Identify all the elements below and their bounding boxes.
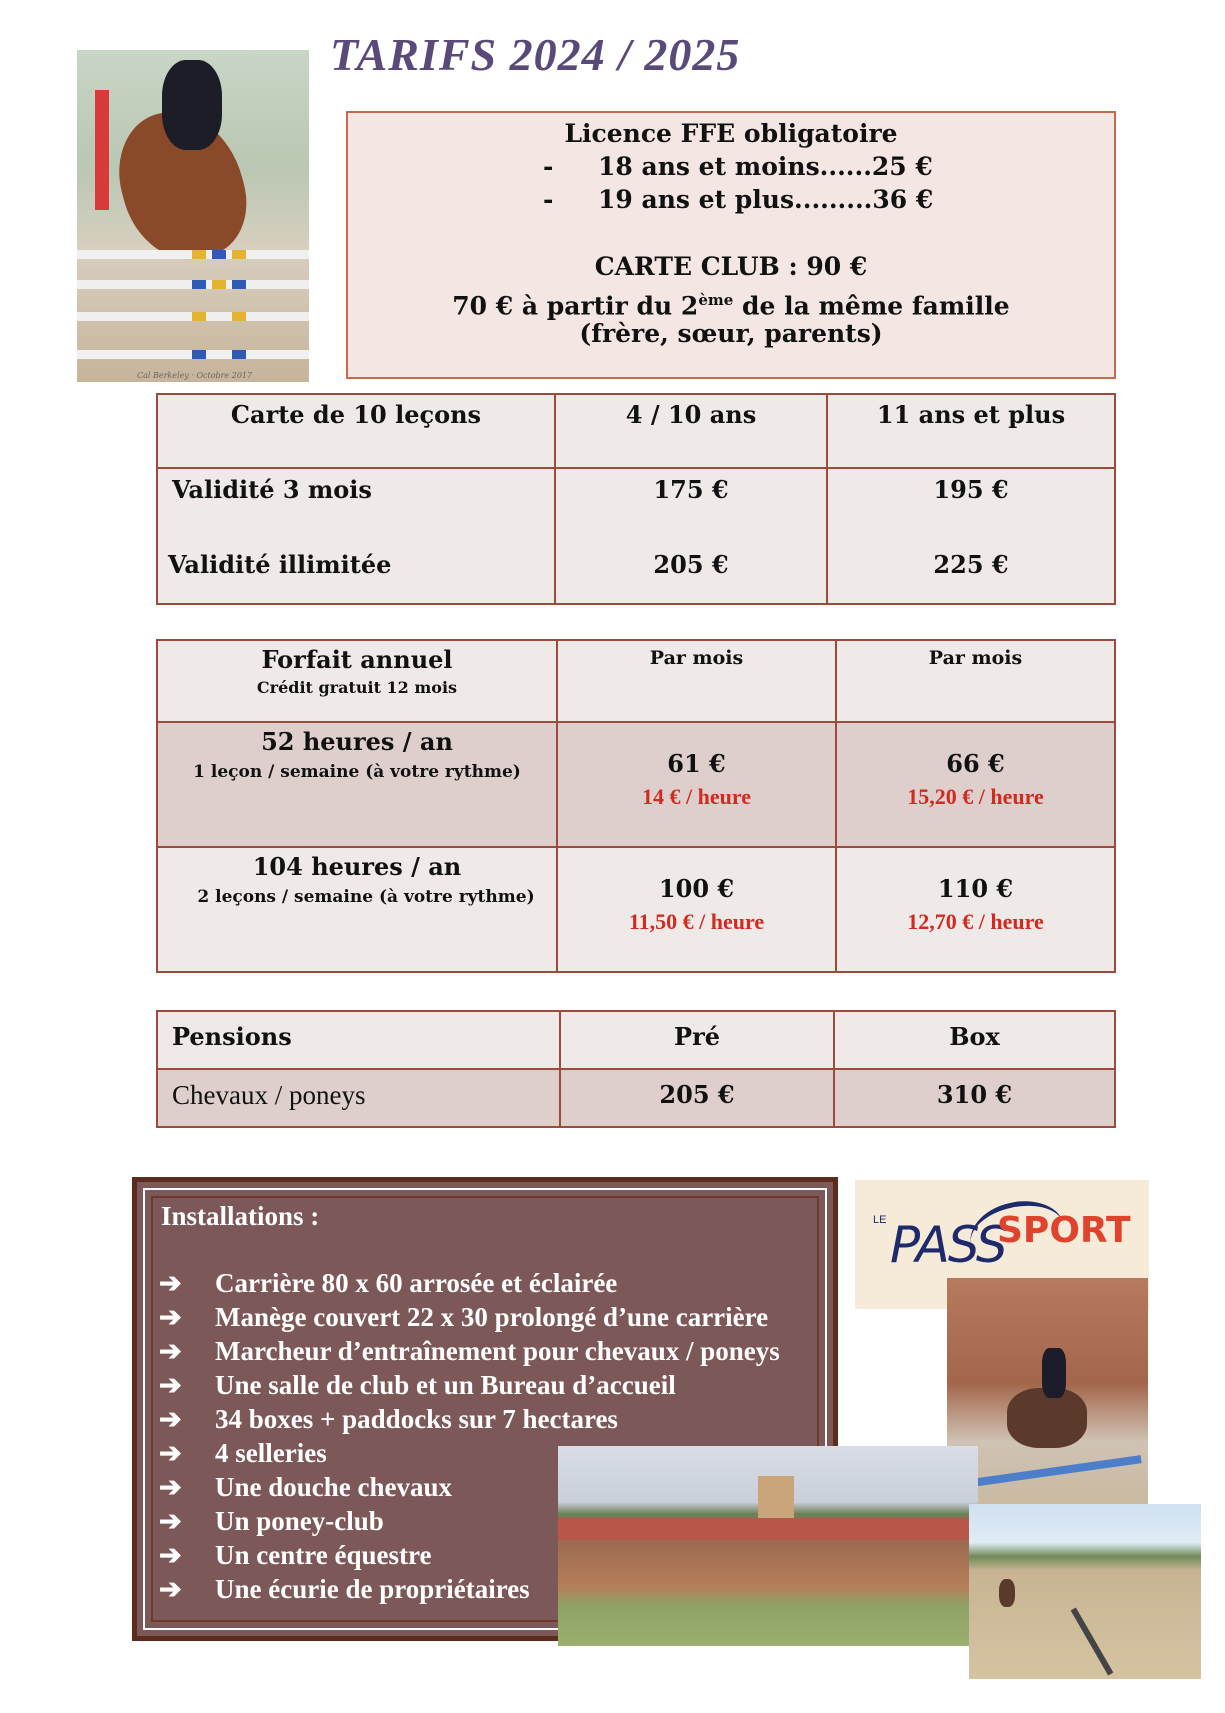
fence-rail — [77, 350, 309, 359]
pensions-table — [156, 1010, 1116, 1128]
table-header: Pensions — [157, 1011, 560, 1069]
licence-box — [346, 111, 1116, 379]
installations-title: Installations : — [161, 1201, 320, 1231]
arrow-icon: ➔ — [159, 1472, 182, 1502]
arrow-icon: ➔ — [159, 1302, 182, 1332]
stables-photo — [558, 1446, 978, 1646]
show-jumping-photo — [77, 50, 309, 382]
price-cell: 110 € — [937, 874, 1014, 903]
hourly-rate: 15,20 € / heure — [907, 784, 1044, 809]
list-item: ➔ 34 boxes + paddocks sur 7 hectares — [159, 1404, 618, 1434]
row-label: Validité illimitée — [168, 550, 392, 579]
arrow-icon: ➔ — [159, 1574, 182, 1604]
price-cell: 310 € — [936, 1080, 1013, 1109]
table-header: Pré — [560, 1011, 834, 1069]
list-item: ➔ Marcheur d’entraînement pour chevaux / poneys — [159, 1336, 780, 1366]
page-title: TARIFS 2024 / 2025 — [330, 29, 741, 80]
price-cell: 100 € — [658, 874, 735, 903]
table-header: Box — [834, 1011, 1115, 1069]
forfait-table — [156, 639, 1116, 973]
lecons-table — [156, 393, 1116, 605]
row-label: Chevaux / poneys — [172, 1080, 366, 1110]
price-cell: 225 € — [933, 550, 1009, 579]
price-cell: 61 € — [667, 749, 726, 778]
fence-rail — [77, 280, 309, 289]
price-cell: 205 € — [659, 1080, 735, 1109]
arrow-icon: ➔ — [159, 1336, 182, 1366]
row-label: Validité 3 mois — [172, 475, 372, 504]
price-cell: 175 € — [653, 475, 729, 504]
table-header: 4 / 10 ans — [555, 394, 827, 468]
arrow-icon: ➔ — [159, 1268, 182, 1298]
list-item: ➔ Un centre équestre — [159, 1540, 432, 1570]
price-cell: 66 € — [946, 749, 1005, 778]
arrow-icon: ➔ — [159, 1404, 182, 1434]
table-row — [157, 468, 1115, 604]
list-item: ➔ Une écurie de propriétaires — [159, 1574, 530, 1604]
fence-rail — [77, 312, 309, 321]
table-row: 104 heures / an 2 leçons / semaine (à votre rythme) 100 € 11,50 € / heure 110 € 12,70 € / heure — [157, 847, 1115, 972]
pass-sport-logo: LE PASS SPORT — [855, 1180, 1149, 1309]
licence-item: - 18 ans et moins......25 € — [543, 152, 933, 181]
photo-caption: Cal Berkeley · Octobre 2017 — [137, 371, 253, 380]
arrow-icon: ➔ — [159, 1438, 182, 1468]
table-header: Carte de 10 leçons — [157, 394, 555, 468]
list-item: ➔ Manège couvert 22 x 30 prolongé d’une carrière — [159, 1302, 769, 1332]
table-header: Par mois — [557, 640, 836, 722]
famille-discount: 70 € à partir du 2ème de la même famille — [452, 291, 1010, 321]
price-cell: 195 € — [933, 475, 1009, 504]
price-cell: 205 € — [653, 550, 729, 579]
flag-decoration — [95, 90, 109, 210]
licence-item: - 19 ans et plus.........36 € — [543, 185, 934, 214]
rider-shape — [162, 60, 222, 150]
hourly-rate: 14 € / heure — [642, 784, 751, 809]
fence-rail — [77, 250, 309, 259]
list-item: ➔ Un poney-club — [159, 1506, 384, 1536]
licence-heading: Licence FFE obligatoire — [564, 119, 898, 148]
list-item: ➔ Une salle de club et un Bureau d’accueil — [159, 1370, 676, 1400]
list-item: ➔ Carrière 80 x 60 arrosée et éclairée — [159, 1268, 618, 1298]
carte-club: CARTE CLUB : 90 € — [594, 252, 868, 281]
table-header: 11 ans et plus — [827, 394, 1115, 468]
arena-photo — [969, 1504, 1201, 1679]
table-header: Par mois — [836, 640, 1115, 722]
table-row — [157, 1069, 1115, 1127]
hourly-rate: 11,50 € / heure — [628, 909, 765, 934]
table-header: Forfait annuel Crédit gratuit 12 mois — [157, 640, 557, 722]
arrow-icon: ➔ — [159, 1506, 182, 1536]
list-item: ➔ 4 selleries — [159, 1438, 327, 1468]
arrow-icon: ➔ — [159, 1540, 182, 1570]
famille-note: (frère, sœur, parents) — [579, 319, 883, 348]
arrow-icon: ➔ — [159, 1370, 182, 1400]
table-row: 52 heures / an 1 leçon / semaine (à votre rythme) 61 € 14 € / heure 66 € 15,20 € / heure — [157, 722, 1115, 847]
hourly-rate: 12,70 € / heure — [907, 909, 1044, 934]
list-item: ➔ Une douche chevaux — [159, 1472, 453, 1502]
